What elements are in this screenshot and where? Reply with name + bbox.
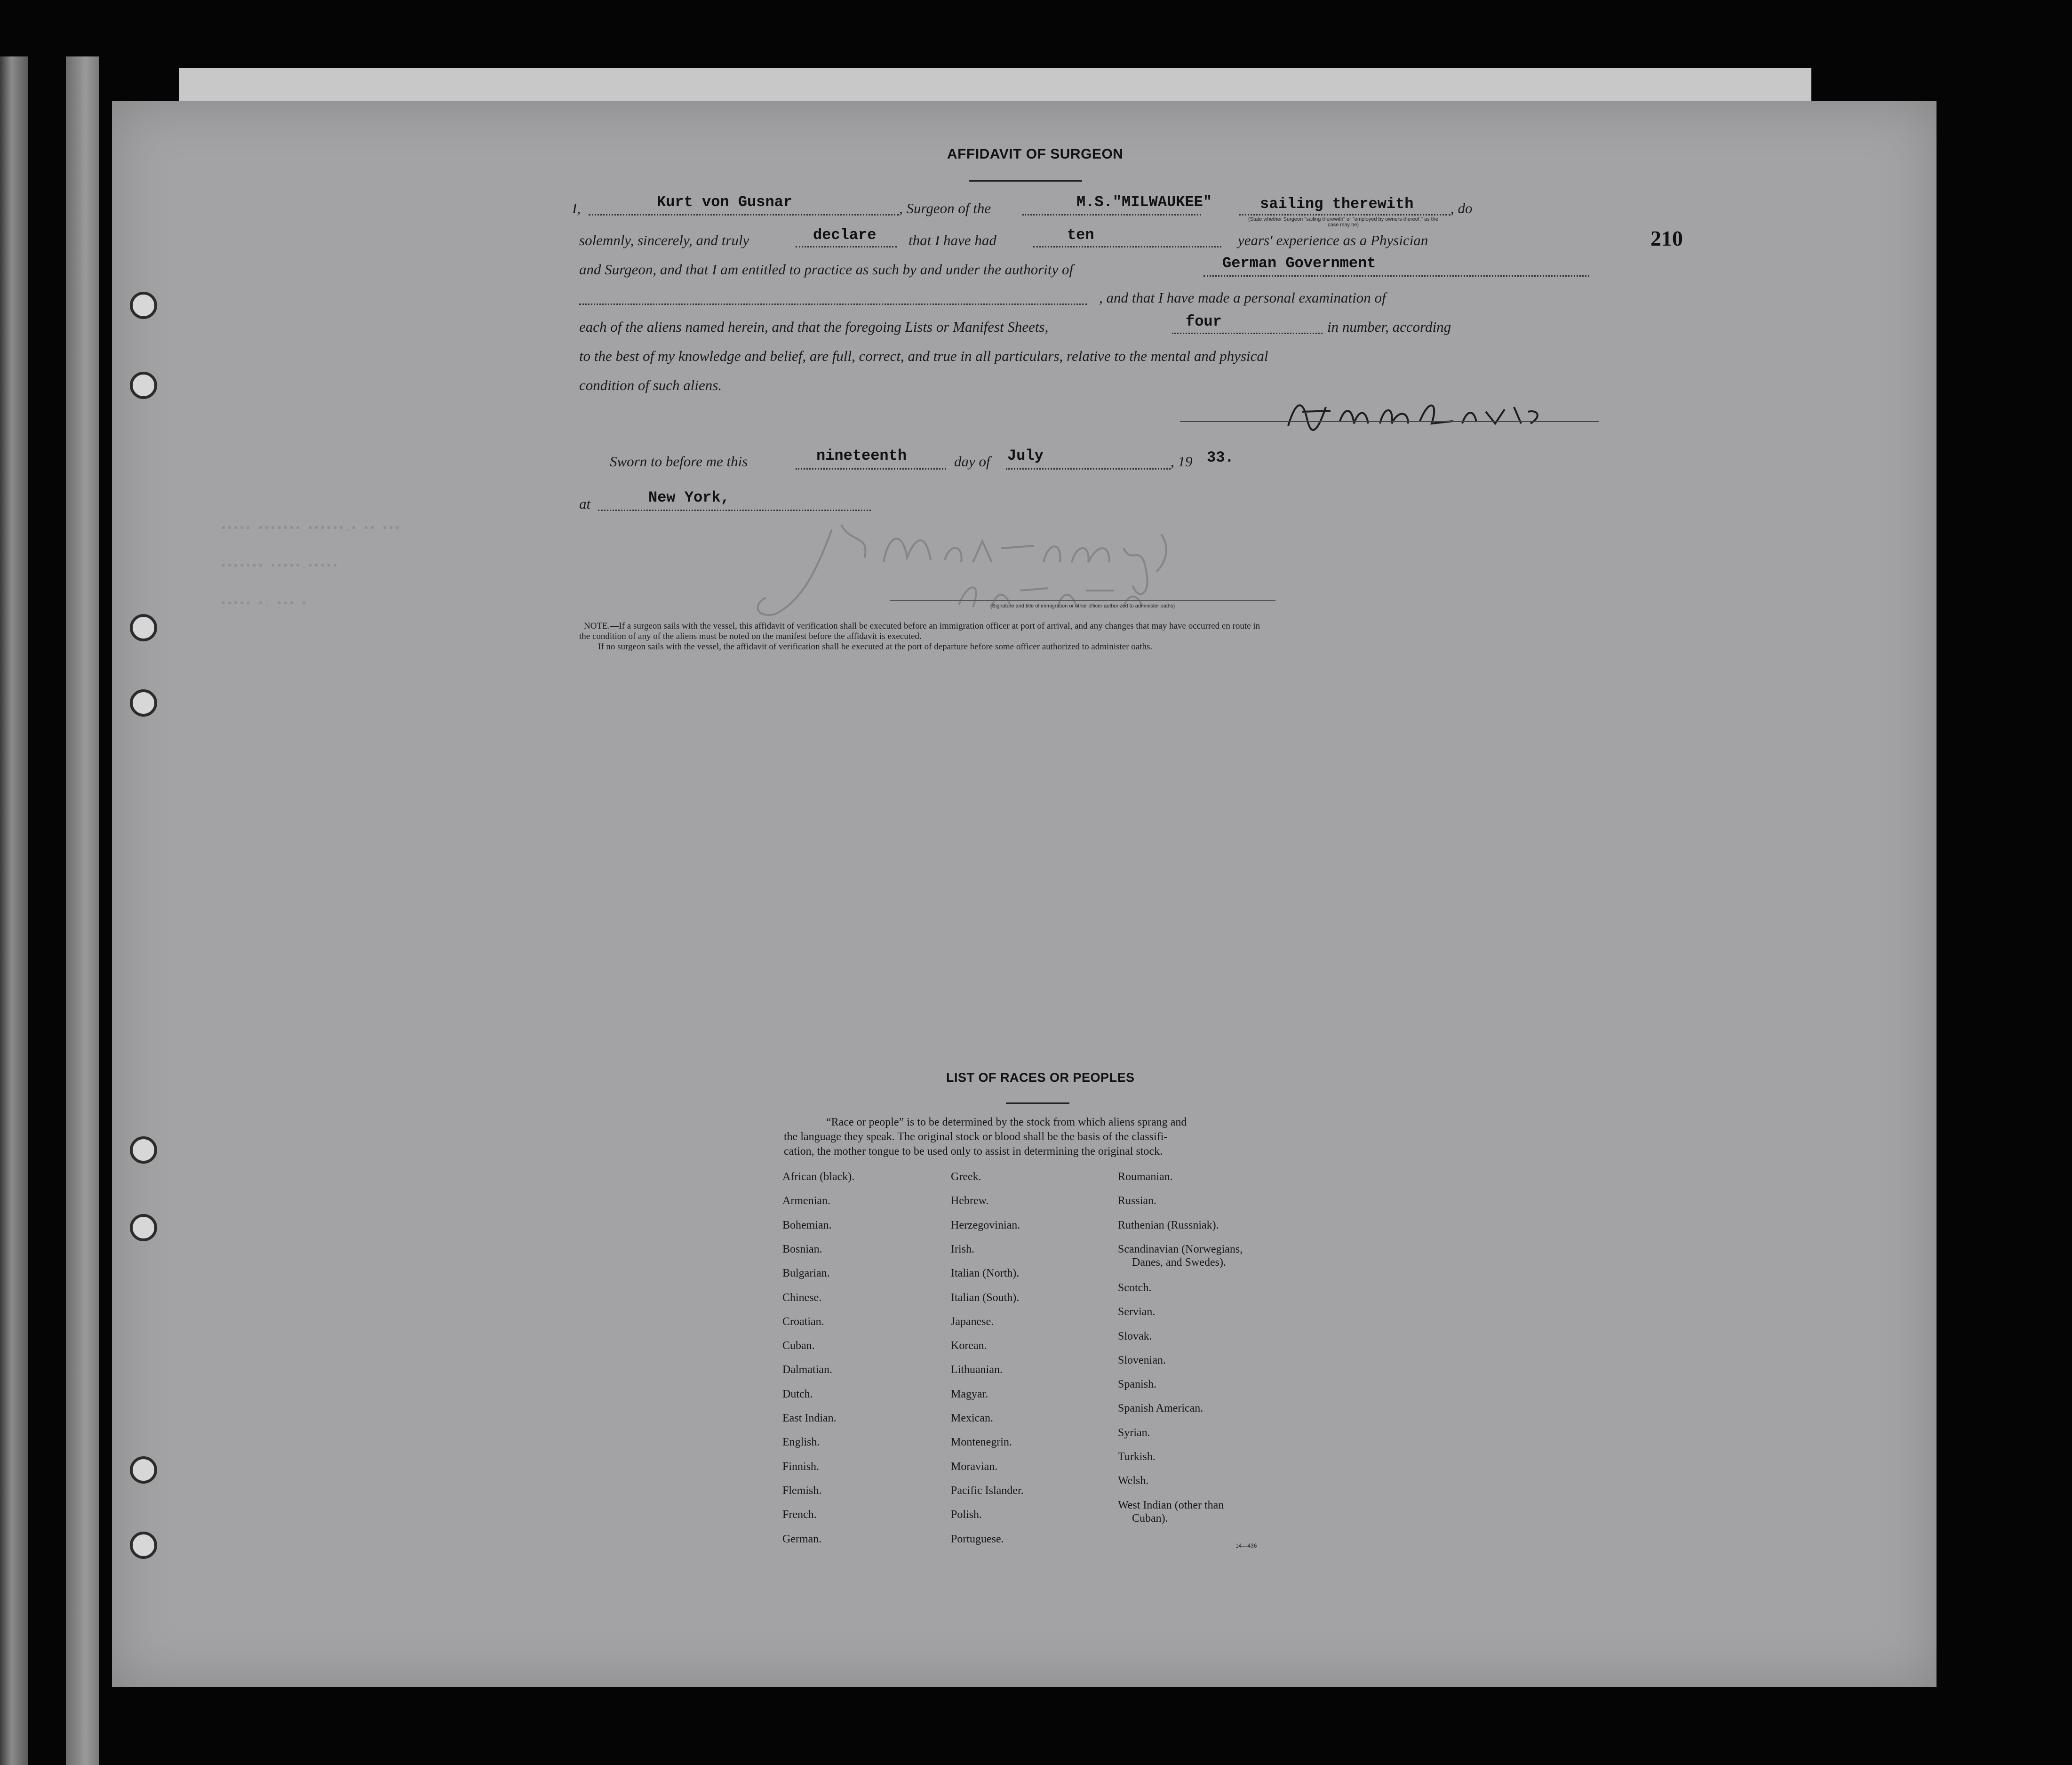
race-item: Roumanian. bbox=[1118, 1171, 1173, 1183]
race-item: Slovak. bbox=[1118, 1330, 1152, 1342]
race-item: Croatian. bbox=[782, 1316, 824, 1328]
race-item: Danes, and Swedes). bbox=[1132, 1256, 1226, 1269]
manifest-sheet-count-line bbox=[1172, 333, 1323, 334]
races-intro-line-3: cation, the mother tongue to be used only to assist in determining the original stock. bbox=[784, 1145, 1163, 1158]
binder-hole bbox=[130, 614, 157, 641]
vessel-name: M.S."MILWAUKEE" bbox=[1076, 193, 1212, 211]
title-underline bbox=[969, 180, 1082, 182]
sworn-year: 33. bbox=[1207, 449, 1234, 466]
race-item: Scandinavian (Norwegians, bbox=[1118, 1243, 1243, 1255]
previous-page-edge bbox=[66, 56, 99, 1765]
binder-hole bbox=[130, 689, 157, 717]
binder-hole bbox=[130, 372, 157, 399]
race-item: Chinese. bbox=[782, 1292, 822, 1304]
race-item: African (black). bbox=[782, 1171, 855, 1183]
surgeon-signature bbox=[1274, 383, 1594, 435]
race-item: Irish. bbox=[951, 1243, 974, 1255]
sworn-month: July bbox=[1007, 447, 1044, 464]
race-item: Portuguese. bbox=[951, 1533, 1004, 1545]
binder-hole bbox=[130, 1456, 157, 1484]
race-item: Scotch. bbox=[1118, 1282, 1152, 1294]
affidavit-line2-suffix: years' experience as a Physician bbox=[1238, 232, 1428, 248]
race-item: Dutch. bbox=[782, 1388, 813, 1400]
bleed-through-text: ▪▪▪▪▪▪▪ ▪▪▪▪▪.▪▪▪▪▪ bbox=[220, 560, 338, 572]
race-item: German. bbox=[782, 1533, 822, 1545]
declare-verb: declare bbox=[813, 226, 877, 244]
declare-verb-line bbox=[796, 246, 897, 248]
race-item: Montenegrin. bbox=[951, 1436, 1012, 1448]
race-item: Slovenian. bbox=[1118, 1354, 1166, 1366]
race-item: Ruthenian (Russniak). bbox=[1118, 1219, 1219, 1231]
surgeon-status-line bbox=[1239, 214, 1450, 216]
race-item: Polish. bbox=[951, 1509, 982, 1521]
race-item: Bulgarian. bbox=[782, 1267, 830, 1279]
race-item: Moravian. bbox=[951, 1461, 998, 1473]
race-item: Italian (South). bbox=[951, 1292, 1020, 1304]
affidavit-line4-suffix: , and that I have made a personal examination of bbox=[1099, 289, 1386, 306]
manifest-sheet-count: four bbox=[1186, 313, 1222, 330]
note-line-1: NOTE.—If a surgeon sails with the vessel, this affidavit of verification shall be executed before an immigration officer at port of arrival, and any changes that may have occurred en route in bbox=[584, 621, 1260, 631]
binder-hole bbox=[130, 1136, 157, 1164]
race-item: Mexican. bbox=[951, 1412, 993, 1424]
race-item: Syrian. bbox=[1118, 1427, 1150, 1439]
race-item: Pacific Islander. bbox=[951, 1485, 1024, 1497]
note-line-3: If no surgeon sails with the vessel, the affidavit of verification shall be executed at the port of departure before some officer authorized to administer oaths. bbox=[598, 642, 1153, 652]
race-item: East Indian. bbox=[782, 1412, 837, 1424]
race-item: Bohemian. bbox=[782, 1219, 832, 1231]
affidavit-line2-prefix: solemnly, sincerely, and truly bbox=[579, 232, 749, 248]
race-item: Magyar. bbox=[951, 1388, 988, 1400]
race-item: Cuban). bbox=[1132, 1512, 1168, 1525]
surgeon-name: Kurt von Gusnar bbox=[657, 193, 793, 211]
race-item: English. bbox=[782, 1436, 820, 1448]
affidavit-line1-prefix: I, bbox=[572, 200, 581, 216]
authority-line bbox=[1203, 275, 1589, 277]
affidavit-line5-suffix: in number, according bbox=[1327, 319, 1451, 335]
binder-hole bbox=[130, 1214, 157, 1241]
vessel-name-line bbox=[1022, 214, 1201, 216]
race-item: Hebrew. bbox=[951, 1195, 989, 1207]
affidavit-line2-mid: that I have had bbox=[908, 232, 996, 248]
affidavit-line5-prefix: each of the aliens named herein, and that the foregoing Lists or Manifest Sheets, bbox=[579, 319, 1049, 335]
years-experience-line bbox=[1033, 246, 1221, 248]
bleed-through-text: ▪▪▪▪▪ ▪▪▪▪▪▪▪ ▪▪▪▪▪▪.▪ ▪▪ ▪▪▪ bbox=[220, 522, 400, 534]
sworn-prefix: Sworn to before me this bbox=[610, 453, 748, 470]
surgeon-status: sailing therewith bbox=[1260, 195, 1414, 213]
race-item: French. bbox=[782, 1509, 817, 1521]
race-item: West Indian (other than bbox=[1118, 1499, 1224, 1511]
authority: German Government bbox=[1222, 255, 1376, 272]
form-code: 14—436 bbox=[1235, 1542, 1257, 1549]
affidavit-line6: to the best of my knowledge and belief, are full, correct, and true in all particulars, relative to the mental and physical bbox=[579, 348, 1268, 364]
authority-continuation-line bbox=[579, 303, 1087, 305]
manifest-sheet bbox=[112, 101, 1937, 1687]
affidavit-line1-suffix: , do bbox=[1450, 200, 1473, 216]
race-item: Turkish. bbox=[1118, 1451, 1156, 1463]
surgeon-signature-line bbox=[1180, 421, 1599, 422]
race-item: Spanish American. bbox=[1118, 1402, 1203, 1414]
race-item: Armenian. bbox=[782, 1195, 830, 1207]
surgeon-name-line bbox=[589, 214, 899, 216]
race-item: Korean. bbox=[951, 1340, 987, 1352]
bleed-through-text: ▪▪▪▪▪ ▪. ▪▪▪ ▪ bbox=[220, 598, 307, 609]
race-item: Flemish. bbox=[782, 1485, 822, 1497]
sworn-month-line bbox=[1006, 468, 1171, 470]
race-item: Japanese. bbox=[951, 1316, 994, 1328]
affidavit-line7: condition of such aliens. bbox=[579, 377, 722, 393]
at-prefix: at bbox=[579, 495, 591, 512]
race-item: Servian. bbox=[1118, 1306, 1156, 1318]
binding-strip bbox=[0, 56, 28, 1765]
race-item: Dalmatian. bbox=[782, 1364, 832, 1376]
years-experience: ten bbox=[1067, 226, 1094, 244]
sworn-mid: day of bbox=[954, 453, 990, 470]
race-item: Spanish. bbox=[1118, 1378, 1157, 1390]
sworn-day: nineteenth bbox=[816, 447, 907, 464]
officer-signature-line bbox=[890, 600, 1275, 601]
races-intro-line-1: “Race or people” is to be determined by the stock from which aliens sprang and bbox=[826, 1116, 1187, 1128]
races-intro-line-2: the language they speak. The original stock or blood shall be the basis of the classifi- bbox=[784, 1131, 1168, 1143]
race-item: Herzegovinian. bbox=[951, 1219, 1020, 1231]
sworn-place: New York, bbox=[648, 489, 730, 506]
race-item: Lithuanian. bbox=[951, 1364, 1003, 1376]
race-item: Welsh. bbox=[1118, 1475, 1149, 1487]
officer-caption: (Signature and title of immigration or other officer authorized to administer oaths) bbox=[990, 603, 1175, 609]
affidavit-line1-mid: , Surgeon of the bbox=[899, 200, 991, 216]
affidavit-line3-prefix: and Surgeon, and that I am entitled to practice as such by and under the authority of bbox=[579, 261, 1074, 278]
race-item: Greek. bbox=[951, 1171, 981, 1183]
race-item: Cuban. bbox=[782, 1340, 815, 1352]
races-title: LIST OF RACES OR PEOPLES bbox=[946, 1070, 1135, 1085]
sworn-day-line bbox=[796, 468, 946, 470]
binder-hole bbox=[130, 1532, 157, 1559]
race-item: Italian (North). bbox=[951, 1267, 1020, 1279]
race-item: Russian. bbox=[1118, 1195, 1157, 1207]
affidavit-title: AFFIDAVIT OF SURGEON bbox=[947, 146, 1124, 162]
note-line-2: the condition of any of the aliens must be noted on the manifest before the affidavit is executed. bbox=[579, 631, 922, 641]
binder-hole bbox=[130, 292, 157, 319]
page-number: 210 bbox=[1650, 226, 1683, 250]
race-item: Finnish. bbox=[782, 1461, 820, 1473]
surgeon-status-note: (State whether Surgeon "sailing therewith" or "employed by owners thereof," as the case may be) bbox=[1248, 216, 1438, 228]
race-item: Bosnian. bbox=[782, 1243, 822, 1255]
races-title-underline bbox=[1006, 1102, 1069, 1104]
sworn-year-prefix: , 19 bbox=[1171, 453, 1193, 470]
